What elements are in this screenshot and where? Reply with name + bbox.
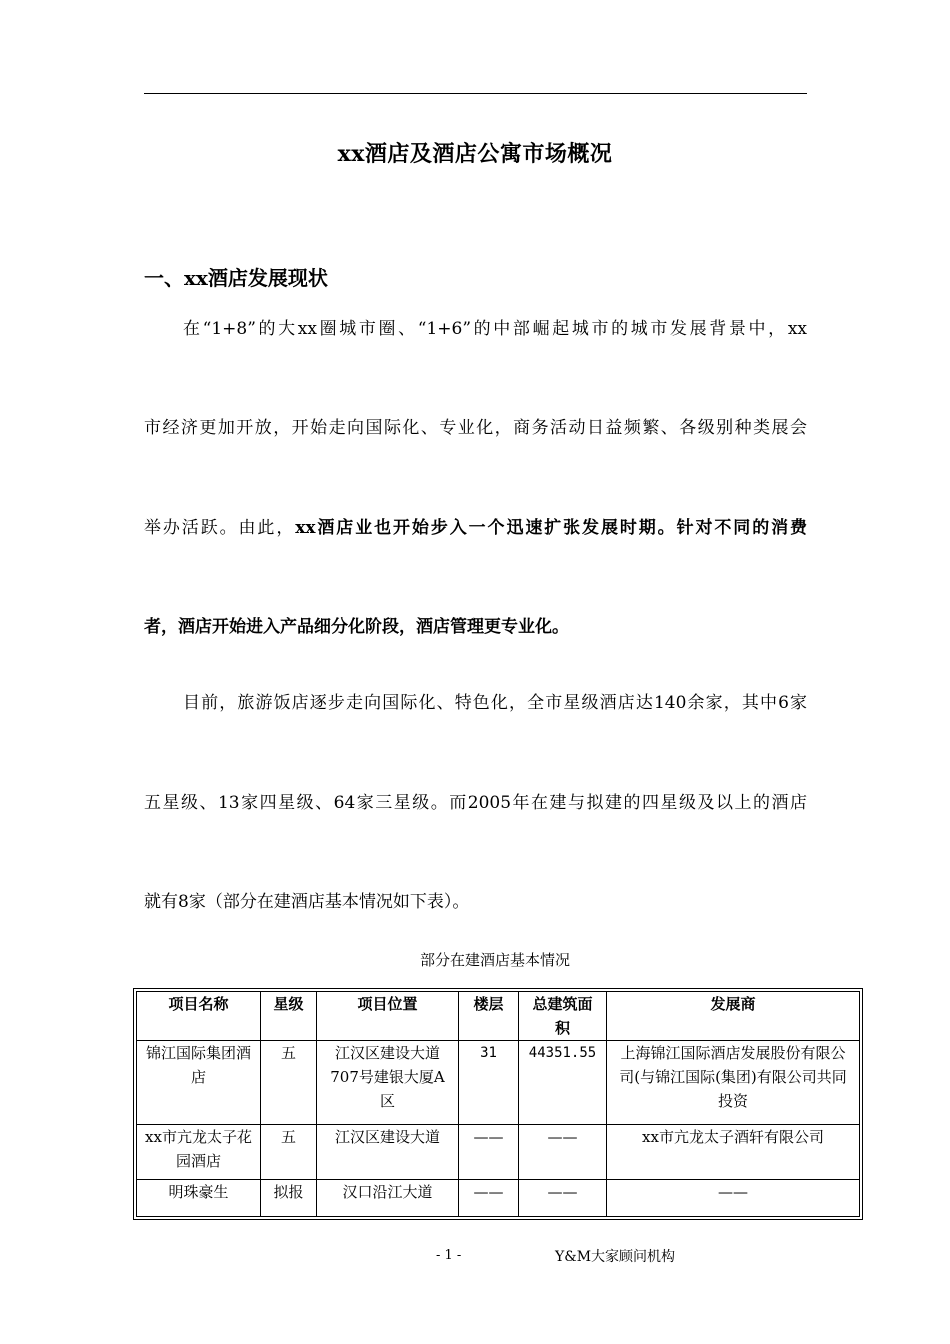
header-rule <box>144 93 807 94</box>
table-cell: 锦江国际集团酒店 <box>137 1041 261 1125</box>
table-row <box>137 1125 860 1180</box>
table-header-cell: 项目位置 <box>317 992 459 1041</box>
table-cell: 江汉区建设大道 <box>317 1125 459 1180</box>
table-cell: —— <box>459 1125 519 1180</box>
table-header-cell: 项目名称 <box>137 992 261 1041</box>
table-caption: 部分在建酒店基本情况 <box>419 951 570 969</box>
table-cell: 明珠豪生 <box>137 1180 261 1217</box>
paragraph-bold-text: xx酒店业也开始步入一个迅速扩张发展时期。针对不同的消费 <box>295 518 807 538</box>
paragraph-line-bold: 者，酒店开始进入产品细分化阶段，酒店管理更专业化。 <box>144 617 569 637</box>
table-cell: 31 <box>459 1041 519 1125</box>
table-cell: 上海锦江国际酒店发展股份有限公司(与锦江国际(集团)有限公司共同投资 <box>607 1041 860 1125</box>
table-cell: xx市亢龙太子花园酒店 <box>137 1125 261 1180</box>
table-header-cell: 发展商 <box>607 992 860 1041</box>
table-cell: 44351.55 <box>519 1041 607 1125</box>
paragraph-line: 在“1+8”的大xx圈城市圈、“1+6”的中部崛起城市的城市发展背景中，xx <box>183 319 807 339</box>
paragraph-line: 五星级、13家四星级、64家三星级。而2005年在建与拟建的四星级及以上的酒店 <box>144 793 807 813</box>
table-header-row <box>137 992 860 1041</box>
table-cell: 汉口沿江大道 <box>317 1180 459 1217</box>
document-title: xx酒店及酒店公寓市场概况 <box>337 141 613 167</box>
table-cell: —— <box>519 1125 607 1180</box>
hotel-table <box>136 991 860 1217</box>
table-cell: —— <box>519 1180 607 1217</box>
table-row <box>137 1180 860 1217</box>
table-cell: 江汉区建设大道707号建银大厦A区 <box>317 1041 459 1125</box>
table-cell: xx市亢龙太子酒轩有限公司 <box>607 1125 860 1180</box>
section-heading: 一、xx酒店发展现状 <box>144 266 328 290</box>
paragraph-line: 市经济更加开放，开始走向国际化、专业化，商务活动日益频繁、各级别种类展会 <box>144 418 807 438</box>
table-row <box>137 1041 860 1125</box>
paragraph-line: 就有8家（部分在建酒店基本情况如下表）。 <box>144 892 470 912</box>
paragraph-line <box>144 513 807 538</box>
page-number: - 1 - <box>436 1248 462 1263</box>
table-cell: —— <box>459 1180 519 1217</box>
table-header-cell: 总建筑面积 <box>519 992 607 1041</box>
paragraph-text: 举办活跃。由此， <box>144 518 296 538</box>
table-cell: 拟报 <box>261 1180 317 1217</box>
table-header-cell: 星级 <box>261 992 317 1041</box>
table-cell: —— <box>607 1180 860 1217</box>
hotel-table-frame <box>133 988 863 1220</box>
table-cell: 五 <box>261 1041 317 1125</box>
table-header-cell: 楼层 <box>459 992 519 1041</box>
footer-organization: Y&M大家顾问机构 <box>555 1249 676 1265</box>
table-cell: 五 <box>261 1125 317 1180</box>
paragraph-line: 目前，旅游饭店逐步走向国际化、特色化，全市星级酒店达140余家，其中6家 <box>183 693 807 713</box>
